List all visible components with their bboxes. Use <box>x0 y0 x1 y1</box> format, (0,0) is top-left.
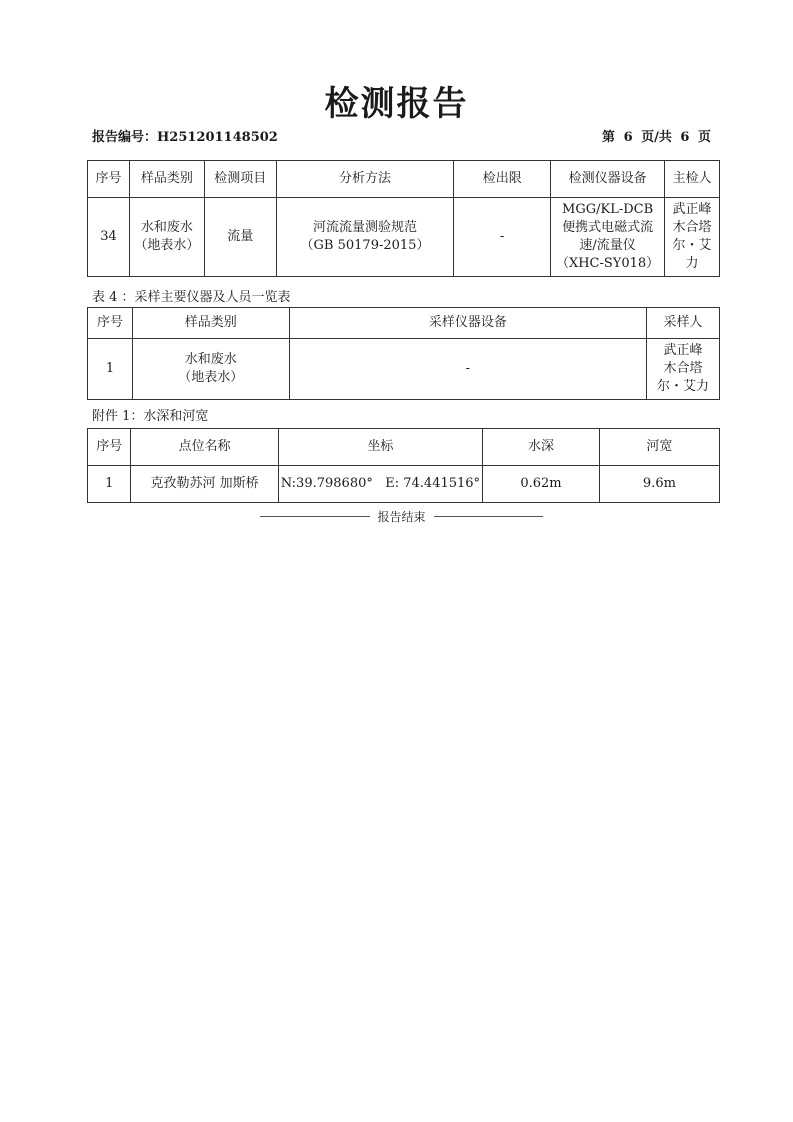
header-coordinate: 坐标 <box>278 429 482 466</box>
header-no: 序号 <box>88 429 131 466</box>
cell-category <box>129 198 204 277</box>
cell-line: 水和废水 <box>184 352 237 367</box>
header-category: 样品类别 <box>132 308 289 339</box>
header-no: 序号 <box>88 161 130 198</box>
table-row <box>88 466 720 503</box>
header-no: 序号 <box>88 308 133 339</box>
divider <box>434 516 544 517</box>
cell-depth: 0.62m <box>483 466 600 503</box>
cell-line: 尔・艾力 <box>657 379 710 394</box>
header-limit: 检出限 <box>454 161 551 198</box>
cell-no: 1 <box>88 466 131 503</box>
cell-instrument: - <box>289 339 646 400</box>
cell-line: 便携式电磁式流 <box>562 220 654 235</box>
cell-item: 流量 <box>204 198 276 277</box>
cell-line: 尔・艾力 <box>672 238 712 271</box>
test-results-table <box>87 160 720 277</box>
cell-line: MGG/KL-DCB <box>562 202 654 217</box>
table-header-row <box>88 429 720 466</box>
table-header-row <box>88 308 720 339</box>
header-width: 河宽 <box>599 429 719 466</box>
page-indicator: 第 6 页/共 6 页 <box>602 130 711 145</box>
header-inspector: 主检人 <box>665 161 720 198</box>
cell-inspector <box>665 198 720 277</box>
header-sampler: 采样人 <box>647 308 720 339</box>
cell-line: （地表水） <box>134 238 200 253</box>
cell-line: 速/流量仪 <box>579 238 636 253</box>
cell-limit: - <box>454 198 551 277</box>
cell-coordinate: N:39.798680° E: 74.441516° <box>278 466 482 503</box>
cell-width: 9.6m <box>599 466 719 503</box>
water-depth-table <box>87 428 720 503</box>
divider <box>260 516 370 517</box>
cell-instrument <box>551 198 665 277</box>
cell-no: 34 <box>88 198 130 277</box>
cell-line: （地表水） <box>178 370 244 385</box>
header-item: 检测项目 <box>204 161 276 198</box>
sampling-instrument-table <box>87 307 720 400</box>
cell-line: 木合塔 <box>672 220 712 235</box>
header-depth: 水深 <box>483 429 600 466</box>
header-location: 点位名称 <box>131 429 278 466</box>
cell-method <box>276 198 454 277</box>
report-number: 报告编号：H251201148502 <box>92 130 278 145</box>
header-category: 样品类别 <box>129 161 204 198</box>
report-end-text: 报告结束 <box>377 510 426 524</box>
cell-line: 木合塔 <box>663 361 703 376</box>
cell-category <box>132 339 289 400</box>
cell-line: （XHC-SY018） <box>555 256 660 271</box>
table-row <box>88 198 720 277</box>
cell-line: 武正峰 <box>672 202 712 217</box>
header-instrument: 检测仪器设备 <box>551 161 665 198</box>
cell-sampler <box>647 339 720 400</box>
report-end-marker <box>260 508 543 525</box>
attachment-caption: 附件 1：水深和河宽 <box>92 409 209 424</box>
table2-caption: 表 4 ：采样主要仪器及人员一览表 <box>92 290 291 305</box>
cell-line: 水和废水 <box>140 220 193 235</box>
table-header-row <box>88 161 720 198</box>
page-title: 检测报告 <box>324 84 469 124</box>
table-row <box>88 339 720 400</box>
header-instrument: 采样仪器设备 <box>289 308 646 339</box>
cell-line: 武正峰 <box>663 343 703 358</box>
cell-line: 河流流量测验规范 <box>313 220 418 235</box>
cell-no: 1 <box>88 339 133 400</box>
cell-location: 克孜勒苏河 加斯桥 <box>131 466 278 503</box>
header-method: 分析方法 <box>276 161 454 198</box>
cell-line: （GB 50179-2015） <box>300 238 430 253</box>
